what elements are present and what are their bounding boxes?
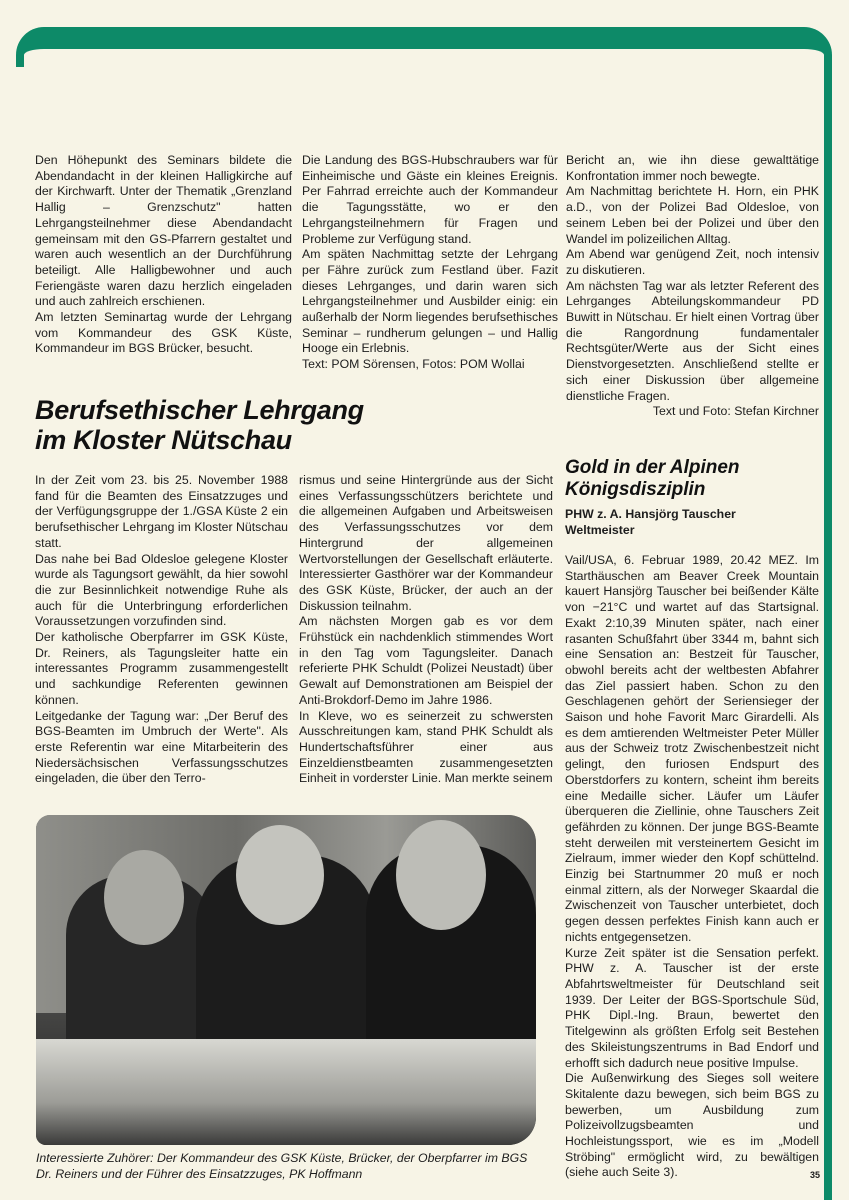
photo-credit: Text: POM Sörensen, Fotos: POM Wollai [302, 357, 525, 372]
paragraph: Am Abend war genügend Zeit, noch intensiv zu diskutieren. [566, 247, 819, 277]
photo-head-right [396, 820, 486, 930]
article3-body [565, 553, 819, 1181]
article2-col2 [299, 473, 553, 787]
paragraph: Die Außenwirkung des Sieges soll weitere Skitalente dazu bewegen, sich beim BGS zu bewerben, um Ausbildung zum Polizeivollzugsbeamten und Hochleistungssport, wie es im „Modell Ströbing" ermöglicht wird, zu bewältigen (siehe auch Seite 3). [565, 1071, 819, 1180]
top-article-col2 [302, 153, 558, 373]
paragraph: Am späten Nachmittag setzte der Lehrgang per Fähre zurück zum Festland über. Fazit dieses Lehrganges, und darin waren sich Lehrgangsteilnehmer und Ausbilder einig: ein außerhalb der Norm liegendes berufsethisches Seminar – rundherum gelungen – und Hallig Hooge ein Erlebnis. [302, 247, 558, 356]
paragraph: Kurze Zeit später ist die Sensation perfekt. PHW z. A. Tauscher ist der erste Abfahrtsweltmeister für Deutschland seit 1939. Der Leiter der BGS-Sportschule Süd, PHK Dipl.-Ing. Braun, bewertet den Titelgewinn als größten Erfolg seit Bestehen des Skileistungszentrums in Bad Endorf und erhofft sich dadurch neue positive Impulse. [565, 945, 819, 1070]
paragraph: Am Nachmittag berichtete H. Horn, ein PHK a.D., von der Polizei Bad Oldesloe, von seinem Leben bei der Polizei und über den Wandel im polizeilichen Alltag. [566, 184, 819, 246]
paragraph: Der katholische Oberpfarrer im GSK Küste, Dr. Reiners, als Tagungsleiter hatte ein interessantes Programm zusammengestellt und sachkundige Referenten gewinnen können. [35, 630, 288, 707]
photo-head-center [236, 825, 324, 925]
paragraph: Leitgedanke der Tagung war: „Der Beruf des BGS-Beamten im Umbruch der Werte". Als erste Referentin war eine Mitarbeiterin des Niedersächsischen Verfassungsschutzes eingeladen, die über den Terro- [35, 708, 288, 786]
paragraph: Bericht an, wie ihn diese gewalttätige Konfrontation immer noch bewegte. [566, 153, 819, 183]
article2-col3 [566, 153, 819, 420]
paragraph: Am nächsten Tag war als letzter Referent des Lehrganges Abteilungskommandeur PD Buwitt in Nütschau. Er hielt einen Vortrag über die Rangordnung fundamentaler Rechtsgüter/Werte aus der Sicht eines Dienstvorgesetzten. Anschließend stellte er sich einer Diskussion über allgemeine dienstliche Fragen. [566, 278, 819, 403]
headline-line1: Berufsethischer Lehrgang [35, 395, 364, 425]
paragraph: Die Landung des BGS-Hubschraubers war für Einheimische und Gäste ein kleines Ereignis. Per Fahrrad erreichte auch der Kommandeur die Tagungsstätte, wo er den Lehrgangsteilnehmern für Fragen und Probleme zur Verfügung stand. [302, 153, 558, 246]
subtitle-line1: PHW z. A. Hansjörg Tauscher [565, 507, 736, 521]
photo-listeners [36, 815, 536, 1145]
article2-col1 [35, 473, 288, 787]
article-headline [35, 395, 364, 455]
paragraph: Am letzten Seminartag wurde der Lehrgang vom Kommandeur des GSK Küste, Kommandeur im BGS Brücker, besucht. [35, 310, 292, 356]
top-article-col1 [35, 153, 292, 357]
headline-line1: Gold in der Alpinen [565, 457, 740, 478]
headline-line2: im Kloster Nütschau [35, 425, 292, 455]
credit: Text und Foto: Stefan Kirchner [652, 404, 819, 419]
green-frame-top [16, 27, 832, 67]
paragraph: In der Zeit vom 23. bis 25. November 1988 fand für die Beamten des Einsatzzuges und der Verfügungsgruppe der 1./GSA Küste 2 ein berufsethischer Lehrgang im Kloster Nütschau statt. [35, 473, 288, 550]
photo-table [36, 1039, 536, 1145]
page-number: 35 [810, 1170, 821, 1180]
paragraph: Am nächsten Morgen gab es vor dem Frühstück ein nachdenklich stimmendes Wort in den Tag vom Tagungsleiter. Danach referierte PHK Schuldt (Polizei Neustadt) über Gewalt auf Demonstrationen am Beispiel der Anti-Brokdorf-Demo im Jahre 1986. [299, 614, 553, 707]
paragraph: Den Höhepunkt des Seminars bildete die Abendandacht in der kleinen Halligkirche auf der Kirchwarft. Unter der Thematik „Grenzland Hallig – Grenzschutz" hatten Lehrgangsteilnehmer diese Abendandacht gemeinsam mit den GS-Pfarrern gestaltet und waren auch wesentlich an der Durchführung beteiligt. Alle Halligbewohner und auch Feriengäste waren dazu herzlich eingeladen und auch zahlreich erschienen. [35, 153, 292, 309]
article3-headline [565, 457, 740, 501]
article3-subtitle [565, 507, 736, 538]
paragraph: Vail/USA, 6. Februar 1989, 20.42 MEZ. Im Starthäuschen am Beaver Creek Mountain kauert Hansjörg Tauscher bei beißender Kälte von −21°C und wartet auf das Startsignal. Exakt 2:10,39 Minuten später, nach einer rasanten Schußfahrt über 3344 m, bahnt sich eine Sensation an: Bestzeit für Tauscher, obwohl bereits acht der weltbesten Abfahrer das Ziel passiert haben. Schon zu den Geschlagenen gehört der Seriensieger der Saison und hohe Favorit Marc Girardelli. Als es dem amtierenden Weltmeister Peter Müller aus der Schweiz trotz Zwischenbestzeit nicht gelingt, den furiosen Endspurt des Oberstdorfers zu kontern, scheint ihm bereits eine Medaille sicher. Läufer um Läufer überqueren die Ziellinie, ohne Tauschers Zeit gefährden zu können. Der junge BGS-Beamte steht derweilen mit versteinertem Gesicht im Zielraum, immer wieder den Kopf schüttelnd. Einzig bei Startnummer 20 muß er noch einmal zittern, als der Norweger Skaardal die Zwischenzeit von Tauscher unterbietet, doch gegen dessen perfektes Finish kann auch er nichts entgegensetzen. [565, 553, 819, 944]
paragraph: In Kleve, wo es seinerzeit zu schwersten Ausschreitungen kam, stand PHK Schuldt als Hundertschaftsführer einer aus Einzeldienstbeamten zusammengesetzten Einheit in vorderster Linie. Man merkte seinem [299, 708, 553, 786]
paragraph: rismus und seine Hintergründe aus der Sicht eines Verfassungsschützers berichtete und die allgemeinen Aufgaben und Arbeitsweisen des Verfassungsschutzes vor dem Hintergrund der allgemeinen Wertvorstellungen der Gesellschaft erläuterte. Interessierter Gasthörer war der Kommandeur des GSK Küste, Brücker, der auch an der Diskussion teilnahm. [299, 473, 553, 613]
photo-head-left [104, 850, 184, 945]
paragraph: Das nahe bei Bad Oldesloe gelegene Kloster wurde als Tagungsort gewählt, da hier sowohl die zur Besinnlichkeit notwendige Ruhe als auch für die Unterbringung erforderlichen Voraussetzungen vorzufinden sind. [35, 551, 288, 629]
headline-line2: Königsdisziplin [565, 479, 706, 500]
green-frame-right [824, 60, 832, 1200]
subtitle-line2: Weltmeister [565, 522, 635, 537]
photo-caption: Interessierte Zuhörer: Der Kommandeur des GSK Küste, Brücker, der Oberpfarrer im BGS Dr. Reiners und der Führer des Einsatzzuges, PK Hoffmann [36, 1151, 528, 1181]
